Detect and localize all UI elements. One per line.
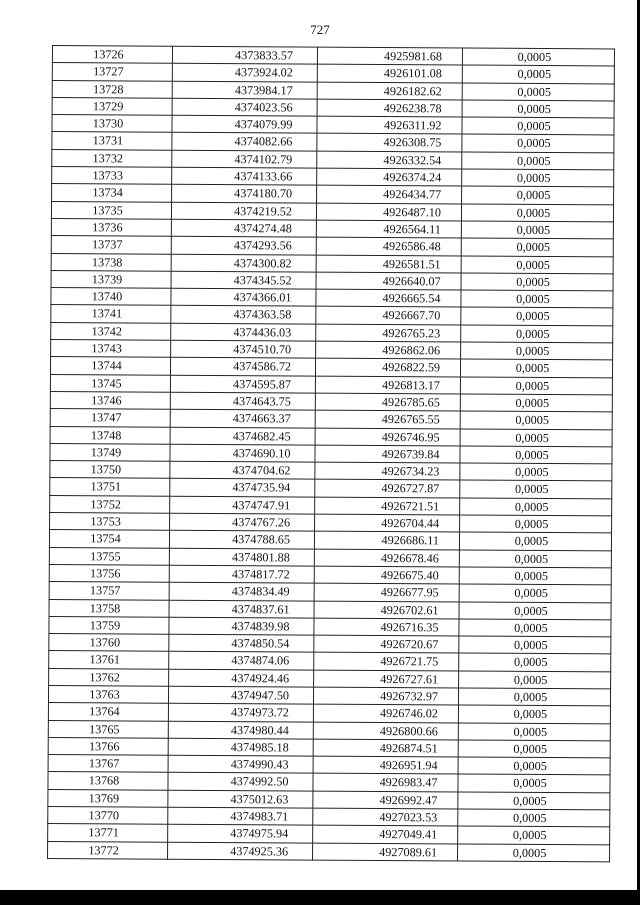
- tolerance-cell: 0,0005: [461, 238, 613, 256]
- y-coordinate-cell: 4926983.47: [313, 774, 458, 792]
- tolerance-cell: 0,0005: [460, 498, 612, 516]
- tolerance-cell: 0,0005: [459, 636, 611, 654]
- y-coordinate-cell: 4926727.87: [315, 480, 460, 498]
- x-coordinate-cell: 4374735.94: [170, 479, 315, 497]
- tolerance-cell: 0,0005: [458, 723, 610, 741]
- x-coordinate-cell: 4374082.66: [172, 133, 317, 151]
- point-number-cell: 13750: [50, 461, 170, 479]
- tolerance-cell: 0,0005: [458, 809, 610, 827]
- y-coordinate-cell: 4926720.67: [314, 635, 459, 653]
- x-coordinate-cell: 4374682.45: [170, 427, 315, 445]
- x-coordinate-cell: 4374586.72: [170, 358, 315, 376]
- x-coordinate-cell: 4374767.26: [170, 513, 315, 531]
- point-number-cell: 13762: [49, 668, 169, 686]
- y-coordinate-cell: 4926101.08: [317, 64, 462, 82]
- point-number-cell: 13741: [51, 305, 171, 323]
- point-number-cell: 13768: [48, 772, 168, 790]
- tolerance-cell: 0,0005: [460, 429, 612, 447]
- point-number-cell: 13746: [50, 391, 170, 409]
- tolerance-cell: 0,0005: [458, 844, 610, 862]
- point-number-cell: 13766: [48, 737, 168, 755]
- tolerance-cell: 0,0005: [458, 826, 610, 844]
- x-coordinate-cell: 4374801.88: [169, 548, 314, 566]
- x-coordinate-cell: 4374992.50: [168, 773, 313, 791]
- x-coordinate-cell: 4374874.06: [169, 652, 314, 670]
- point-number-cell: 13739: [51, 270, 171, 288]
- x-coordinate-cell: 4374788.65: [169, 531, 314, 549]
- x-coordinate-cell: 4375012.63: [168, 790, 313, 808]
- point-number-cell: 13743: [51, 340, 171, 358]
- tolerance-cell: 0,0005: [460, 446, 612, 464]
- point-number-cell: 13733: [52, 167, 172, 185]
- y-coordinate-cell: 4926721.51: [315, 497, 460, 515]
- tolerance-cell: 0,0005: [461, 290, 613, 308]
- point-number-cell: 13747: [50, 409, 170, 427]
- point-number-cell: 13771: [48, 824, 168, 842]
- y-coordinate-cell: 4927089.61: [313, 843, 458, 861]
- x-coordinate-cell: 4374363.58: [171, 306, 316, 324]
- y-coordinate-cell: 4926581.51: [316, 255, 461, 273]
- x-coordinate-cell: 4374817.72: [169, 565, 314, 583]
- point-number-cell: 13735: [51, 201, 171, 219]
- x-coordinate-cell: 4374133.66: [172, 167, 317, 185]
- table-body: [48, 46, 615, 862]
- y-coordinate-cell: 4926862.06: [316, 341, 461, 359]
- x-coordinate-cell: 4374924.46: [169, 669, 314, 687]
- x-coordinate-cell: 4374747.91: [170, 496, 315, 514]
- tolerance-cell: 0,0005: [459, 601, 611, 619]
- point-number-cell: 13742: [51, 322, 171, 340]
- x-coordinate-cell: 4374102.79: [172, 150, 317, 168]
- tolerance-cell: 0,0005: [459, 619, 611, 637]
- tolerance-cell: 0,0005: [459, 653, 611, 671]
- point-number-cell: 13740: [51, 288, 171, 306]
- y-coordinate-cell: 4926434.77: [317, 185, 462, 203]
- point-number-cell: 13748: [50, 426, 170, 444]
- x-coordinate-cell: 4374345.52: [171, 271, 316, 289]
- y-coordinate-cell: 4926746.95: [315, 428, 460, 446]
- tolerance-cell: 0,0005: [461, 221, 613, 239]
- point-number-cell: 13758: [49, 599, 169, 617]
- tolerance-cell: 0,0005: [461, 307, 613, 325]
- y-coordinate-cell: 4926311.92: [317, 116, 462, 134]
- tolerance-cell: 0,0005: [461, 273, 613, 291]
- point-number-cell: 13744: [50, 357, 170, 375]
- tolerance-cell: 0,0005: [462, 83, 614, 101]
- point-number-cell: 13767: [48, 755, 168, 773]
- x-coordinate-cell: 4374293.56: [171, 236, 316, 254]
- tolerance-cell: 0,0005: [460, 463, 612, 481]
- y-coordinate-cell: 4926665.54: [316, 289, 461, 307]
- y-coordinate-cell: 4926640.07: [316, 272, 461, 290]
- point-number-cell: 13751: [50, 478, 170, 496]
- x-coordinate-cell: 4374663.37: [170, 409, 315, 427]
- table-row: [48, 841, 610, 862]
- tolerance-cell: 0,0005: [459, 567, 611, 585]
- tolerance-cell: 0,0005: [458, 740, 610, 758]
- x-coordinate-cell: 4374180.70: [172, 185, 317, 203]
- x-coordinate-cell: 4374985.18: [168, 738, 313, 756]
- y-coordinate-cell: 4926564.11: [316, 220, 461, 238]
- tolerance-cell: 0,0005: [462, 152, 614, 170]
- y-coordinate-cell: 4927049.41: [313, 825, 458, 843]
- y-coordinate-cell: 4926800.66: [313, 722, 458, 740]
- tolerance-cell: 0,0005: [462, 65, 614, 83]
- x-coordinate-cell: 4374219.52: [171, 202, 316, 220]
- point-number-cell: 13730: [52, 115, 172, 133]
- point-number-cell: 13755: [49, 547, 169, 565]
- point-number-cell: 13752: [50, 495, 170, 513]
- point-number-cell: 13753: [50, 513, 170, 531]
- y-coordinate-cell: 4926721.75: [314, 653, 459, 671]
- tolerance-cell: 0,0005: [460, 377, 612, 395]
- point-number-cell: 13764: [48, 703, 168, 721]
- point-number-cell: 13761: [49, 651, 169, 669]
- tolerance-cell: 0,0005: [461, 325, 613, 343]
- y-coordinate-cell: 4926951.94: [313, 756, 458, 774]
- point-number-cell: 13738: [51, 253, 171, 271]
- coordinates-table-wrapper: [47, 45, 614, 862]
- x-coordinate-cell: 4374274.48: [171, 219, 316, 237]
- point-number-cell: 13729: [52, 97, 172, 115]
- x-coordinate-cell: 4374947.50: [168, 686, 313, 704]
- point-number-cell: 13745: [50, 374, 170, 392]
- point-number-cell: 13731: [52, 132, 172, 150]
- x-coordinate-cell: 4374975.94: [168, 825, 313, 843]
- tolerance-cell: 0,0005: [460, 480, 612, 498]
- y-coordinate-cell: 4926822.59: [315, 358, 460, 376]
- x-coordinate-cell: 4374839.98: [169, 617, 314, 635]
- point-number-cell: 13765: [48, 720, 168, 738]
- point-number-cell: 13769: [48, 789, 168, 807]
- tolerance-cell: 0,0005: [458, 792, 610, 810]
- x-coordinate-cell: 4374643.75: [170, 392, 315, 410]
- y-coordinate-cell: 4926332.54: [317, 151, 462, 169]
- tolerance-cell: 0,0005: [458, 688, 610, 706]
- x-coordinate-cell: 4374990.43: [168, 755, 313, 773]
- y-coordinate-cell: 4926704.44: [315, 514, 460, 532]
- x-coordinate-cell: 4374595.87: [170, 375, 315, 393]
- tolerance-cell: 0,0005: [458, 757, 610, 775]
- y-coordinate-cell: 4926746.02: [313, 704, 458, 722]
- point-number-cell: 13772: [48, 841, 168, 859]
- y-coordinate-cell: 4926765.55: [315, 410, 460, 428]
- x-coordinate-cell: 4374510.70: [171, 340, 316, 358]
- y-coordinate-cell: 4926677.95: [314, 583, 459, 601]
- y-coordinate-cell: 4926732.97: [313, 687, 458, 705]
- y-coordinate-cell: 4926739.84: [315, 445, 460, 463]
- x-coordinate-cell: 4374366.01: [171, 288, 316, 306]
- y-coordinate-cell: 4926374.24: [317, 168, 462, 186]
- y-coordinate-cell: 4926992.47: [313, 791, 458, 809]
- tolerance-cell: 0,0005: [462, 186, 614, 204]
- x-coordinate-cell: 4374983.71: [168, 807, 313, 825]
- y-coordinate-cell: 4926667.70: [316, 307, 461, 325]
- tolerance-cell: 0,0005: [458, 774, 610, 792]
- point-number-cell: 13749: [50, 443, 170, 461]
- x-coordinate-cell: 4374079.99: [172, 115, 317, 133]
- tolerance-cell: 0,0005: [462, 117, 614, 135]
- tolerance-cell: 0,0005: [459, 532, 611, 550]
- y-coordinate-cell: 4926182.62: [317, 82, 462, 100]
- x-coordinate-cell: 4374690.10: [170, 444, 315, 462]
- tolerance-cell: 0,0005: [461, 204, 613, 222]
- point-number-cell: 13732: [52, 149, 172, 167]
- x-coordinate-cell: 4374925.36: [168, 842, 313, 860]
- y-coordinate-cell: 4927023.53: [313, 808, 458, 826]
- tolerance-cell: 0,0005: [459, 550, 611, 568]
- y-coordinate-cell: 4926874.51: [313, 739, 458, 757]
- tolerance-cell: 0,0005: [462, 134, 614, 152]
- tolerance-cell: 0,0005: [462, 169, 614, 187]
- y-coordinate-cell: 4926785.65: [315, 393, 460, 411]
- tolerance-cell: 0,0005: [461, 342, 613, 360]
- scan-bottom-edge: [0, 890, 640, 905]
- coordinates-table: [47, 45, 615, 862]
- page-number: 727: [310, 22, 330, 37]
- x-coordinate-cell: 4373984.17: [172, 81, 317, 99]
- y-coordinate-cell: 4926813.17: [315, 376, 460, 394]
- y-coordinate-cell: 4925981.68: [317, 47, 462, 65]
- tolerance-cell: 0,0005: [459, 584, 611, 602]
- tolerance-cell: 0,0005: [460, 394, 612, 412]
- y-coordinate-cell: 4926308.75: [317, 134, 462, 152]
- x-coordinate-cell: 4374834.49: [169, 582, 314, 600]
- y-coordinate-cell: 4926727.61: [314, 670, 459, 688]
- point-number-cell: 13736: [51, 218, 171, 236]
- x-coordinate-cell: 4374023.56: [172, 98, 317, 116]
- point-number-cell: 13737: [51, 236, 171, 254]
- y-coordinate-cell: 4926487.10: [316, 203, 461, 221]
- x-coordinate-cell: 4374973.72: [168, 704, 313, 722]
- y-coordinate-cell: 4926716.35: [314, 618, 459, 636]
- tolerance-cell: 0,0005: [462, 100, 614, 118]
- point-number-cell: 13728: [52, 80, 172, 98]
- x-coordinate-cell: 4374837.61: [169, 600, 314, 618]
- point-number-cell: 13757: [49, 582, 169, 600]
- tolerance-cell: 0,0005: [460, 515, 612, 533]
- y-coordinate-cell: 4926675.40: [314, 566, 459, 584]
- y-coordinate-cell: 4926765.23: [316, 324, 461, 342]
- x-coordinate-cell: 4373924.02: [172, 64, 317, 82]
- tolerance-cell: 0,0005: [459, 671, 611, 689]
- point-number-cell: 13770: [48, 807, 168, 825]
- point-number-cell: 13754: [49, 530, 169, 548]
- y-coordinate-cell: 4926586.48: [316, 237, 461, 255]
- tolerance-cell: 0,0005: [460, 359, 612, 377]
- tolerance-cell: 0,0005: [458, 705, 610, 723]
- x-coordinate-cell: 4374980.44: [168, 721, 313, 739]
- y-coordinate-cell: 4926734.23: [315, 462, 460, 480]
- y-coordinate-cell: 4926678.46: [314, 549, 459, 567]
- y-coordinate-cell: 4926702.61: [314, 601, 459, 619]
- point-number-cell: 13760: [49, 634, 169, 652]
- point-number-cell: 13726: [52, 46, 172, 64]
- point-number-cell: 13759: [49, 616, 169, 634]
- tolerance-cell: 0,0005: [461, 256, 613, 274]
- point-number-cell: 13727: [52, 63, 172, 81]
- x-coordinate-cell: 4374300.82: [171, 254, 316, 272]
- y-coordinate-cell: 4926686.11: [314, 531, 459, 549]
- point-number-cell: 13734: [52, 184, 172, 202]
- x-coordinate-cell: 4374850.54: [169, 634, 314, 652]
- x-coordinate-cell: 4374704.62: [170, 461, 315, 479]
- tolerance-cell: 0,0005: [462, 48, 614, 66]
- point-number-cell: 13763: [48, 685, 168, 703]
- tolerance-cell: 0,0005: [460, 411, 612, 429]
- point-number-cell: 13756: [49, 564, 169, 582]
- y-coordinate-cell: 4926238.78: [317, 99, 462, 117]
- x-coordinate-cell: 4373833.57: [172, 46, 317, 64]
- x-coordinate-cell: 4374436.03: [171, 323, 316, 341]
